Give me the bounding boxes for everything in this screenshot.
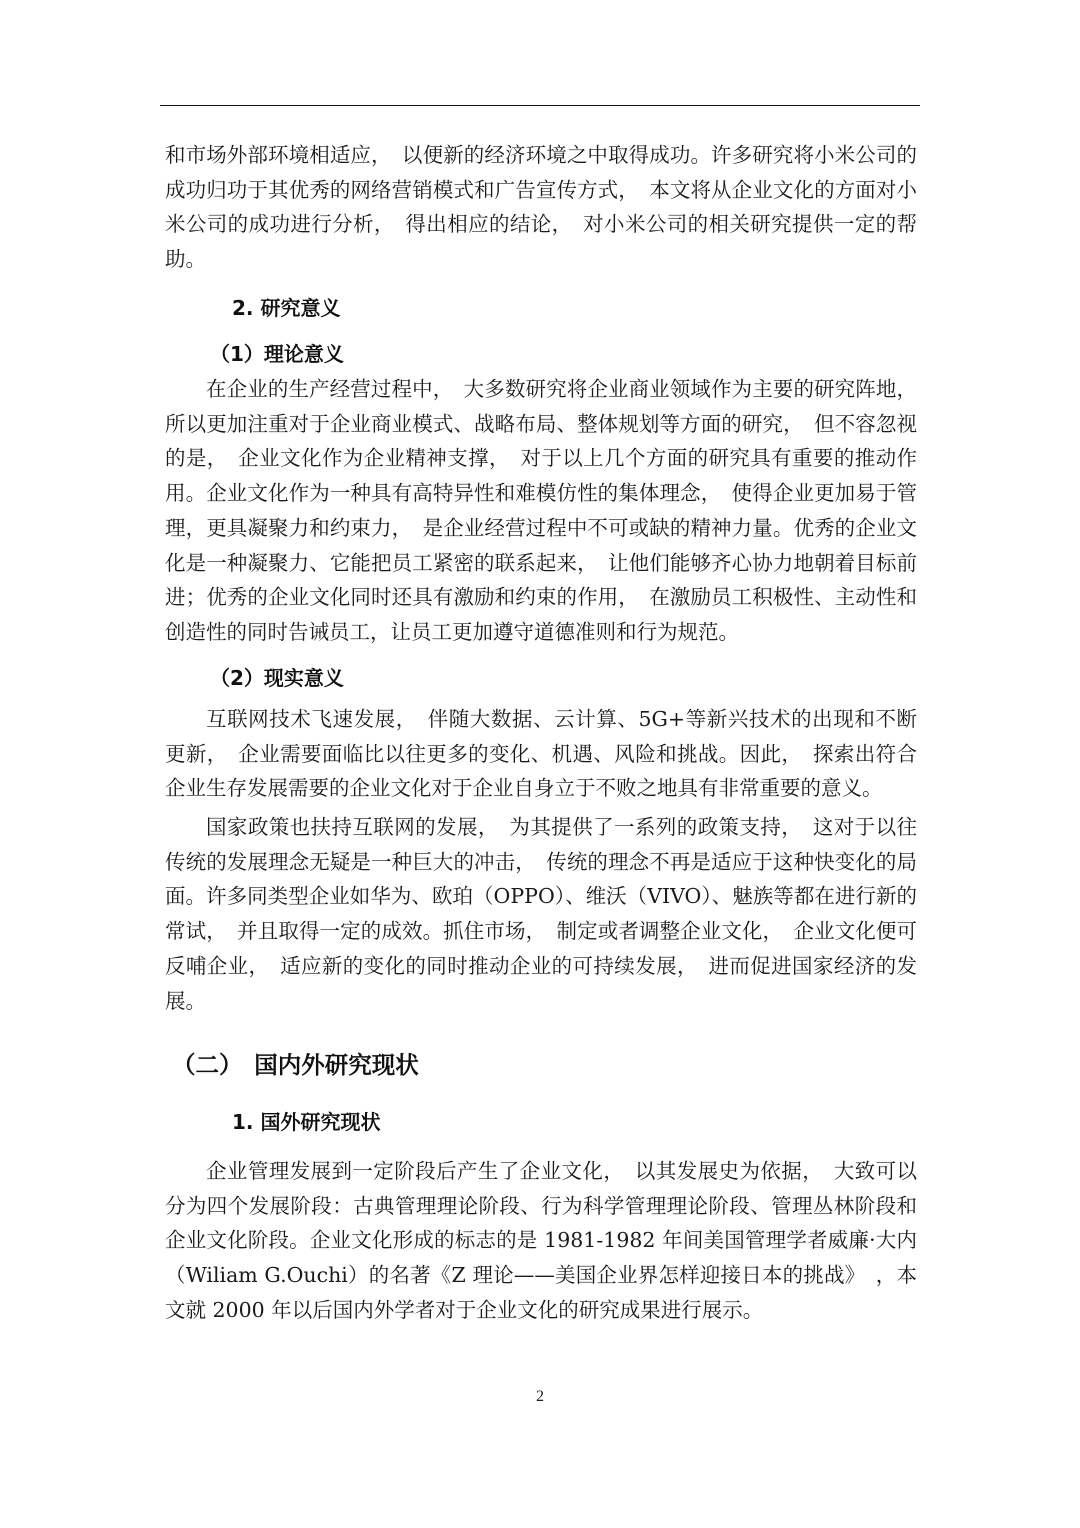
paragraph-practical-2 <box>165 810 917 1018</box>
paragraph-practical-1 <box>165 702 917 806</box>
paragraph-theoretical <box>165 372 917 650</box>
paragraph-text: 互联网技术飞速发展， 伴随大数据、云计算、5G+等新兴技术的出现和不断更新， 企业需要面临比以往更多的变化、机遇、风险和挑战。因此， 探索出符合企业生存发展需要的企业文化对于企业自身立于不败之地具有非常重要的意义。 <box>165 707 917 801</box>
paragraph-text: 和市场外部环境相适应， 以便新的经济环境之中取得成功。许多研究将小米公司的成功归功于其优秀的网络营销模式和广告宣传方式， 本文将从企业文化的方面对小米公司的成功进行分析， 得出相应的结论， 对小米公司的相关研究提供一定的帮助。 <box>165 143 917 272</box>
paragraph-text: 国家政策也扶持互联网的发展， 为其提供了一系列的政策支持， 这对于以往传统的发展理念无疑是一种巨大的冲击， 传统的理念不再是适应于这种快变化的局面。许多同类型企业如华为、欧珀（OPPO）、维沃（VIVO）、魅族等都在进行新的常试， 并且取得一定的成效。抓住市场， 制定或者调整企业文化， 企业文化便可反哺企业， 适应新的变化的同时推动企业的可持续发展， 进而促进国家经济的发展。 <box>165 815 917 1013</box>
heading-research-status: （二） 国内外研究现状 <box>172 1051 419 1079</box>
paragraph-text: 在企业的生产经营过程中， 大多数研究将企业商业领域作为主要的研究阵地，所以更加注重对于企业商业模式、战略布局、整体规划等方面的研究， 但不容忽视的是， 企业文化作为企业精神支撑， 对于以上几个方面的研究具有重要的推动作用。企业文化作为一种具有高特异性和难模仿性的集体理念， 使得企业更加易于管理，更具凝聚力和约束力， 是企业经营过程中不可或缺的精神力量。优秀的企业文化是一种凝聚力、它能把员工紧密的联系起来， 让他们能够齐心协力地朝着目标前进；优秀的企业文化同时还具有激励和约束的作用， 在激励员工积极性、主动性和创造性的同时告诫员工，让员工更加遵守道德准则和行为规范。 <box>165 377 917 644</box>
paragraph-intro-continued <box>165 138 917 277</box>
paragraph-text: 企业管理发展到一定阶段后产生了企业文化， 以其发展史为依据， 大致可以分为四个发展阶段：古典管理理论阶段、行为科学管理理论阶段、管理丛林阶段和企业文化阶段。企业文化形成的标志的是 1981-1982 年间美国管理学者威廉·大内（Wiliam G.Ouchi）的名著《Z 理论——美国企业界怎样迎接日本的挑战》 ，本文就 2000 年以后国内外学者对于企业文化的研究成果进行展示。 <box>165 1159 917 1322</box>
page-number: 2 <box>536 1388 544 1405</box>
paragraph-foreign-research <box>165 1154 917 1328</box>
heading-practical-significance: （2）现实意义 <box>210 666 344 690</box>
header-rule <box>160 105 920 106</box>
heading-theoretical-significance: （1）理论意义 <box>210 342 344 366</box>
heading-foreign-research: 1. 国外研究现状 <box>232 1110 381 1134</box>
heading-research-significance: 2. 研究意义 <box>232 296 341 320</box>
